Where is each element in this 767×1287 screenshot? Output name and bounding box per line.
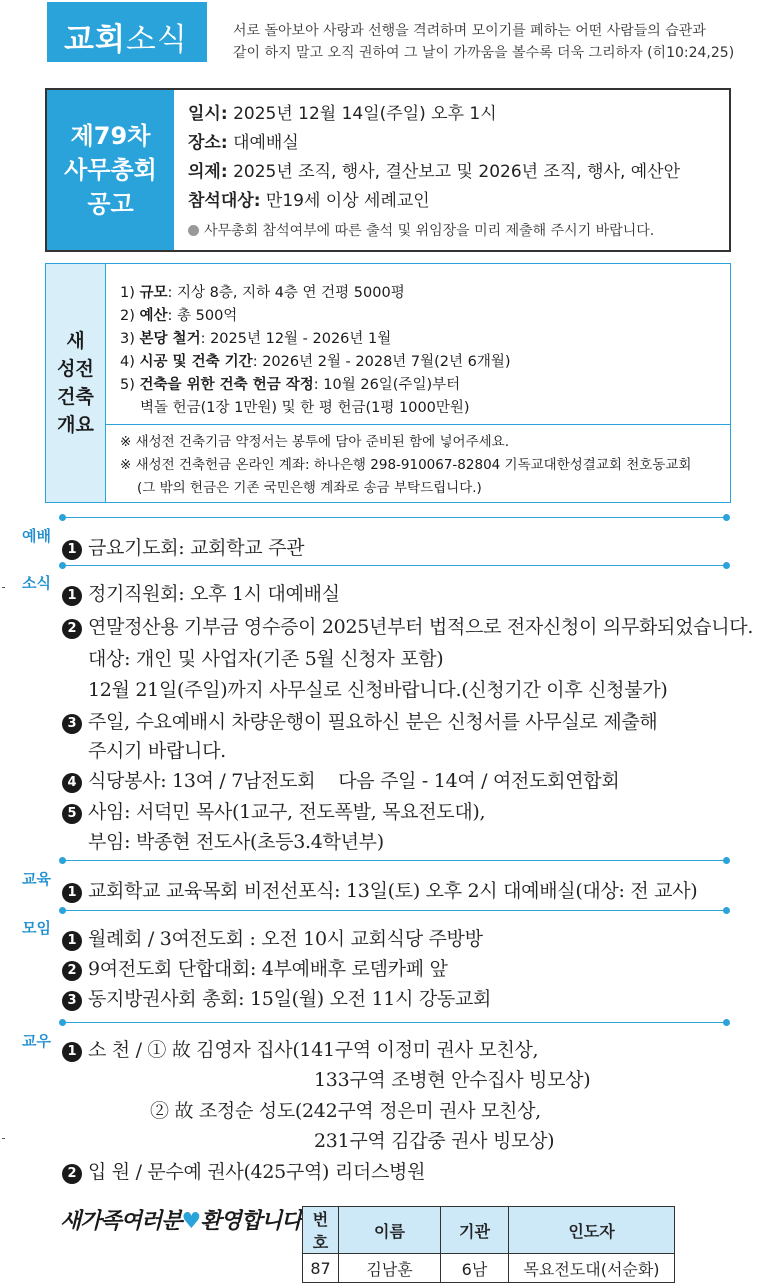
verse-line-2: 같이 하지 말고 오직 권하여 그 날이 가까움을 볼수록 더욱 그리하자 (히10:24,25) bbox=[233, 45, 735, 61]
number-badge-icon: 1 bbox=[62, 586, 82, 606]
building-note: ※ 새성전 건축헌금 온라인 계좌: 하나은행 298-910067-82804 기독교대한성결교회 천호동교회 bbox=[120, 457, 692, 473]
number-badge-icon: 1 bbox=[62, 931, 82, 951]
number-badge-icon: 4 bbox=[62, 773, 82, 793]
list-item: 1 월례회 / 3여전도회 : 오전 10시 교회식당 주방방 bbox=[62, 924, 483, 951]
table-header: 이름 bbox=[339, 1207, 441, 1254]
header-verse bbox=[233, 20, 743, 64]
list-item: 3 주일, 수요예배시 차량운행이 필요하신 분은 신청서를 사무실로 제출해 bbox=[62, 707, 657, 734]
table-header: 기관 bbox=[441, 1207, 509, 1254]
notice-side-line: 사무총회 bbox=[64, 156, 157, 184]
title-rest: 소식 bbox=[125, 22, 188, 58]
number-badge-icon: 3 bbox=[62, 714, 82, 734]
list-item-cont: 12월 21일(주일)까지 사무실로 신청바랍니다.(신청기간 이후 신청불가) bbox=[88, 679, 668, 701]
list-item: 1 소 천 / ① 故 김영자 집사(141구역 이정미 권사 모친상, bbox=[62, 1035, 538, 1062]
divider bbox=[106, 424, 730, 425]
table-cell: 6남 bbox=[441, 1254, 509, 1283]
table-cell: 목요전도대(서순화) bbox=[509, 1254, 675, 1283]
building-side-title bbox=[46, 264, 106, 502]
notice-note: 사무총회 참석여부에 따른 출석 및 위임장을 미리 제출해 주시기 바랍니다. bbox=[188, 217, 723, 246]
list-item: 2 연말정산용 기부금 영수증이 2025년부터 법적으로 전자신청이 의무화되었습니다. bbox=[62, 612, 753, 639]
new-sanctuary-overview bbox=[45, 263, 731, 503]
building-item: 3) 본당 철거: 2025년 12월 - 2026년 1월 bbox=[120, 331, 392, 347]
welcome-text: 새가족여러분♥환영합니다 bbox=[60, 1208, 302, 1234]
building-item: 2) 예산: 총 500억 bbox=[120, 308, 238, 324]
list-item-cont: 주시기 바랍니다. bbox=[88, 740, 226, 762]
table-cell: 87 bbox=[303, 1254, 339, 1283]
bullet-dot-icon bbox=[188, 225, 199, 236]
building-item: 4) 시공 및 건축 기간: 2026년 2월 - 2028년 7월(2년 6개월) bbox=[120, 354, 511, 370]
general-meeting-notice bbox=[45, 88, 731, 252]
page-title bbox=[64, 14, 188, 59]
list-item: 4 식당봉사: 13여 / 7남전도회 다음 주일 - 14여 / 여전도회연합회 bbox=[62, 766, 619, 793]
list-item-cont: 231구역 김갑중 권사 빙모상) bbox=[314, 1130, 555, 1152]
section-label-education: 교육 bbox=[22, 870, 51, 888]
section-divider bbox=[62, 1022, 727, 1023]
notice-side-line: 제79차 bbox=[70, 122, 151, 150]
building-item: 5) 건축을 위한 건축 헌금 작정: 10월 26일(주일)부터 bbox=[120, 377, 461, 393]
section-divider bbox=[62, 517, 727, 518]
number-badge-icon: 1 bbox=[62, 883, 82, 903]
table-cell: 김남훈 bbox=[339, 1254, 441, 1283]
margin-tick bbox=[2, 587, 5, 588]
table-header-row bbox=[303, 1207, 675, 1254]
list-item: 2 9여전도회 단합대회: 4부예배후 로뎀카페 앞 bbox=[62, 954, 448, 981]
number-badge-icon: 5 bbox=[62, 804, 82, 824]
heart-icon: ♥ bbox=[181, 1208, 201, 1234]
notice-body bbox=[188, 100, 723, 246]
section-divider bbox=[62, 565, 727, 566]
list-item: 1 정기직원회: 오후 1시 대예배실 bbox=[62, 579, 340, 606]
number-badge-icon: 2 bbox=[62, 1164, 82, 1184]
list-item: 1 교회학교 교육목회 비전선포식: 13일(토) 오후 2시 대예배실(대상: 전 교사) bbox=[62, 876, 697, 903]
list-item-cont: ② 故 조정순 성도(242구역 정은미 권사 모친상, bbox=[150, 1100, 541, 1122]
building-note: (그 밖의 헌금은 기존 국민은행 계좌로 송금 부탁드립니다.) bbox=[137, 480, 482, 496]
table-header: 번호 bbox=[303, 1207, 339, 1254]
list-item-cont: 대상: 개인 및 사업자(기존 5월 신청자 포함) bbox=[88, 648, 444, 670]
newcomer-table bbox=[302, 1206, 675, 1283]
building-side-line: 새 bbox=[66, 330, 85, 352]
building-items bbox=[120, 282, 724, 420]
number-badge-icon: 3 bbox=[62, 991, 82, 1011]
list-item: 3 동지방권사회 총회: 15일(월) 오전 11시 강동교회 bbox=[62, 984, 491, 1011]
building-notes bbox=[120, 431, 724, 500]
section-label-news: 소식 bbox=[22, 574, 51, 592]
verse-line-1: 서로 돌아보아 사랑과 선행을 격려하며 모이기를 폐하는 어떤 사람들의 습관과 bbox=[233, 23, 706, 39]
building-side-line: 건축 bbox=[57, 386, 94, 408]
list-item: 1 금요기도회: 교회학교 주관 bbox=[62, 533, 304, 560]
number-badge-icon: 2 bbox=[62, 961, 82, 981]
list-item: 5 사임: 서덕민 목사(1교구, 전도폭발, 목요전도대), bbox=[62, 797, 485, 824]
list-item: 2 입 원 / 문수예 권사(425구역) 리더스병원 bbox=[62, 1157, 425, 1184]
list-item-cont: 133구역 조병현 안수집사 빙모상) bbox=[314, 1069, 591, 1091]
building-side-line: 개요 bbox=[57, 414, 94, 436]
section-label-worship: 예배 bbox=[22, 527, 51, 545]
table-header: 인도자 bbox=[509, 1207, 675, 1254]
notice-agenda: 의제: 2025년 조직, 행사, 결산보고 및 2026년 조직, 행사, 예산안 bbox=[188, 162, 681, 182]
building-side-line: 성전 bbox=[57, 358, 94, 380]
section-divider bbox=[62, 910, 727, 911]
building-note: ※ 새성전 건축기금 약정서는 봉투에 담아 준비된 함에 넣어주세요. bbox=[120, 434, 509, 450]
section-label-fellowship: 교우 bbox=[22, 1032, 51, 1050]
section-label-meeting: 모임 bbox=[22, 919, 51, 937]
building-item-cont: 벽돌 헌금(1장 1만원) 및 한 평 헌금(1평 1000만원) bbox=[140, 400, 470, 416]
notice-place: 장소: 대예배실 bbox=[188, 133, 299, 153]
margin-tick bbox=[2, 1138, 5, 1139]
section-divider bbox=[62, 860, 727, 861]
title-bold: 교회 bbox=[64, 22, 126, 58]
notice-target: 참석대상: 만19세 이상 세례교인 bbox=[188, 191, 430, 211]
number-badge-icon: 2 bbox=[62, 619, 82, 639]
notice-side-line: 공고 bbox=[87, 190, 134, 218]
notice-date: 일시: 2025년 12월 14일(주일) 오후 1시 bbox=[188, 104, 497, 124]
number-badge-icon: 1 bbox=[62, 1042, 82, 1062]
table-row bbox=[303, 1254, 675, 1283]
building-item: 1) 규모: 지상 8층, 지하 4층 연 건평 5000평 bbox=[120, 285, 405, 301]
notice-side-title bbox=[47, 90, 174, 250]
list-item-cont: 부임: 박종현 전도사(초등3.4학년부) bbox=[88, 831, 384, 853]
number-badge-icon: 1 bbox=[62, 540, 82, 560]
